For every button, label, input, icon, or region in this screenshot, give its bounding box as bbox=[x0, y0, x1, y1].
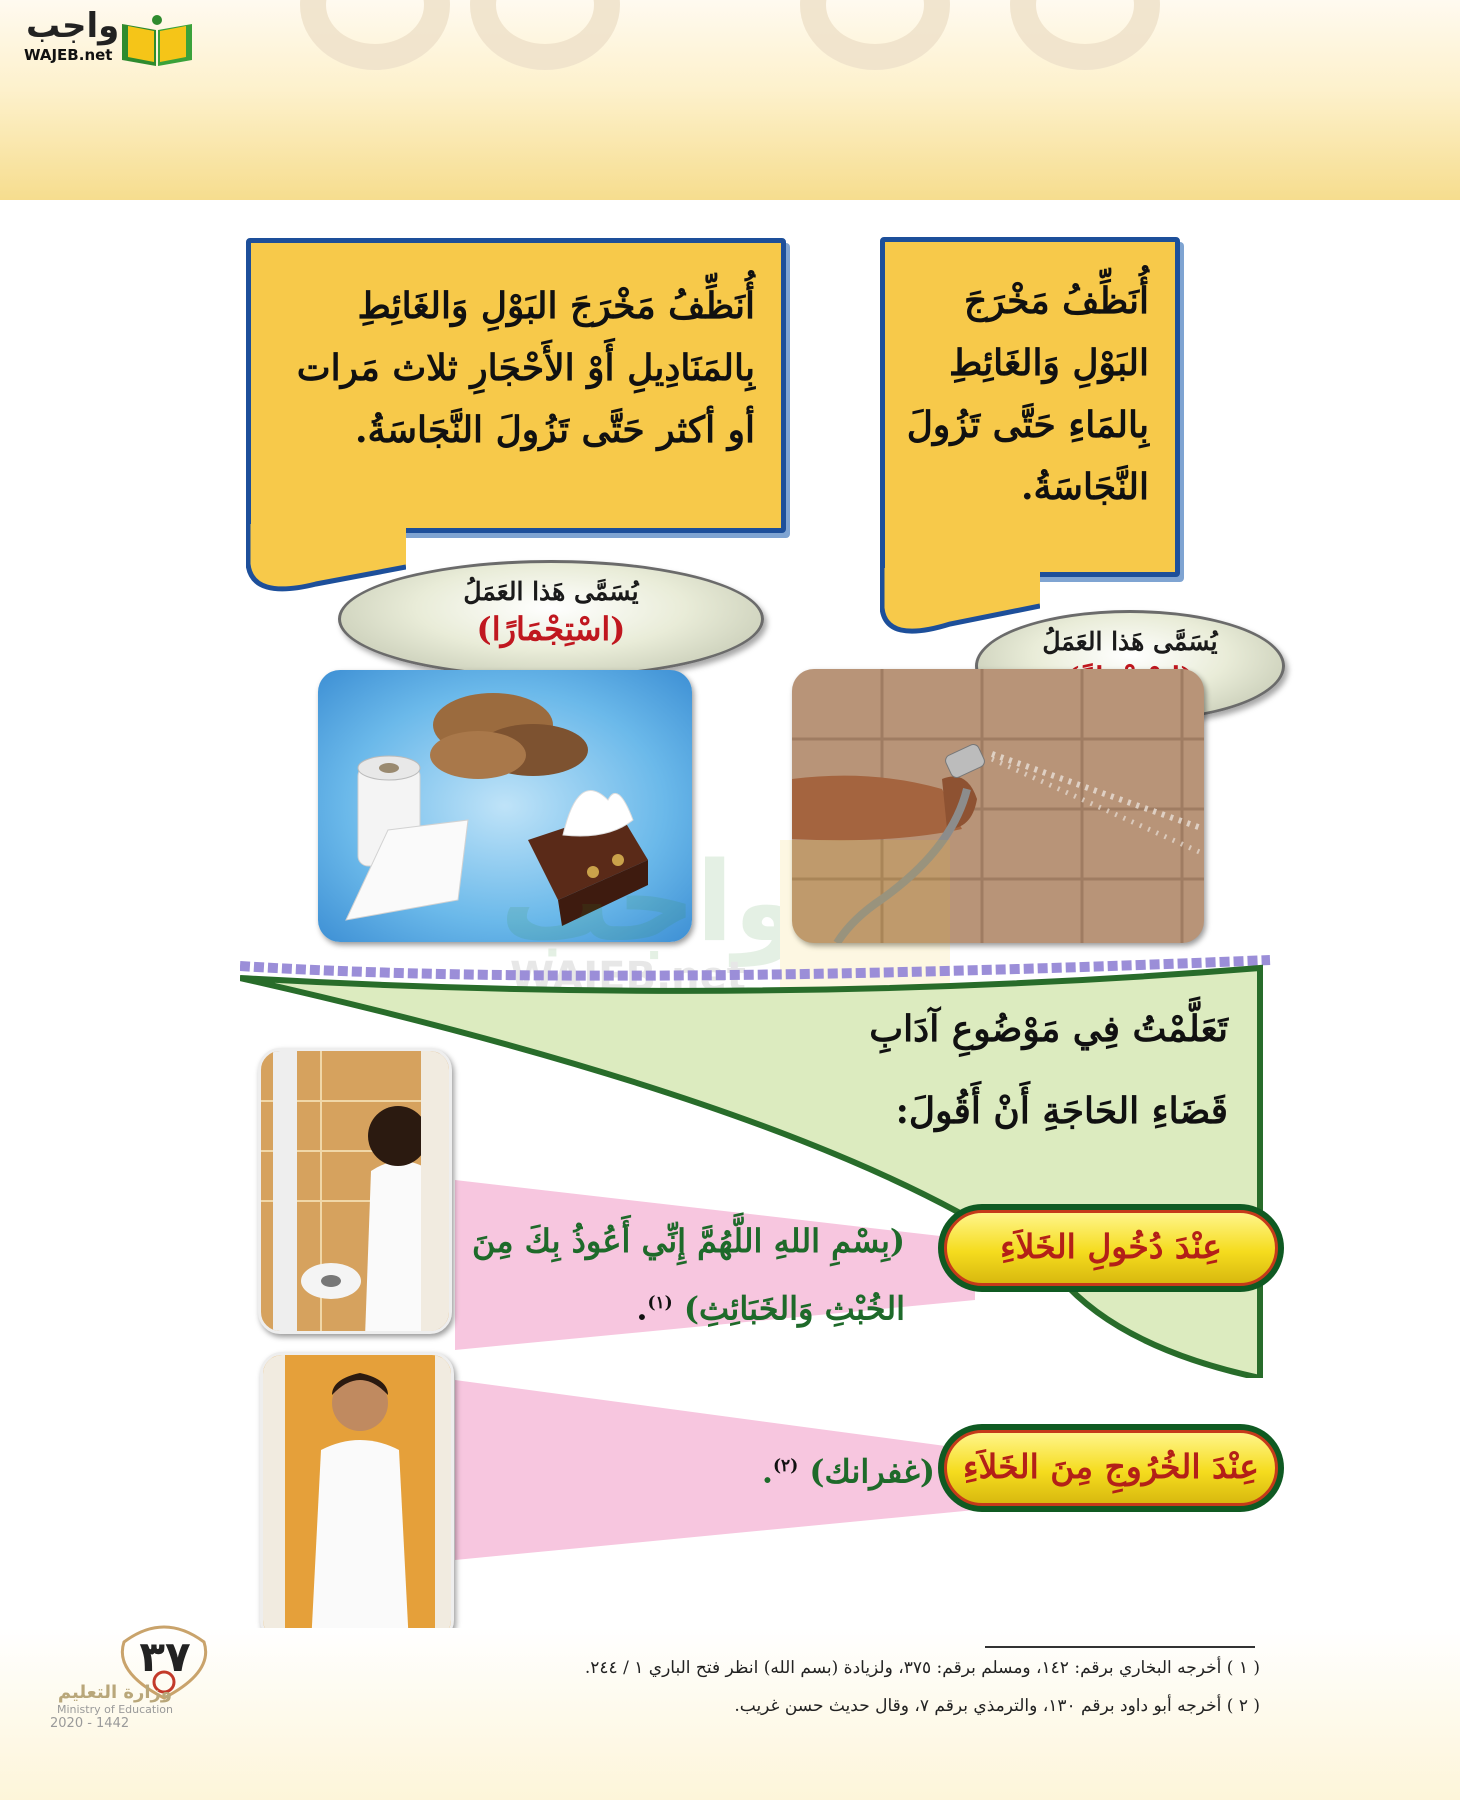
istinja-text: أُنَظِّفُ مَخْرَجَ البَوْلِ وَالغَائِطِ بِالمَاءِ حَتَّى تَزُولَ النَّجَاسَةُ. bbox=[906, 280, 1149, 508]
lesson-line-1: تَعَلَّمْتُ فِي مَوْضُوعِ آدَابِ bbox=[869, 1008, 1228, 1050]
istinja-card bbox=[880, 237, 1180, 577]
entering-label-pill bbox=[938, 1204, 1284, 1292]
istijmar-oval bbox=[338, 560, 764, 678]
boy-entering-photo bbox=[258, 1048, 452, 1334]
tissues-and-stones-photo bbox=[318, 670, 692, 942]
oval-caption: يُسَمَّى هَذا العَمَلُ bbox=[1042, 627, 1218, 656]
ornament-shape bbox=[800, 0, 950, 70]
footnote-divider bbox=[985, 1646, 1255, 1648]
ornament-shape bbox=[300, 0, 450, 70]
footnote-ref-1: (١) bbox=[647, 1293, 673, 1313]
oval-term: (اسْتِجْمَارًا) bbox=[476, 610, 626, 648]
wajeb-logo[interactable] bbox=[10, 6, 190, 68]
logo-text-ar: واجب bbox=[26, 6, 120, 46]
exiting-dua-text: (غفرانك) bbox=[809, 1452, 935, 1491]
boy-exiting-photo bbox=[260, 1352, 454, 1642]
ornament-shape bbox=[470, 0, 620, 70]
istijmar-card bbox=[246, 238, 786, 533]
exiting-label-pill bbox=[938, 1424, 1284, 1512]
svg-text:WAJEB.net: WAJEB.net bbox=[510, 954, 746, 1000]
logo-text-en: WAJEB.net bbox=[24, 46, 113, 64]
footnote-2: ( ٢ ) أخرجه أبو داود برقم ١٣٠، والترمذي برقم ٧، وقال حديث حسن غريب. bbox=[734, 1696, 1260, 1716]
ministry-name-en: Ministry of Education bbox=[56, 1703, 173, 1716]
exiting-label: عِنْدَ الخُرُوجِ مِنَ الخَلاَءِ bbox=[944, 1430, 1278, 1506]
lesson-line-2: قَضَاءِ الحَاجَةِ أَنْ أَقُولَ: bbox=[895, 1090, 1228, 1132]
ministry-logo bbox=[50, 1682, 180, 1731]
istijmar-text: أُنَظِّفُ مَخْرَجَ البَوْلِ وَالغَائِطِ بِالمَنَادِيلِ أَوْ الأَحْجَارِ ثلاث مَرات أو أكثر حَتَّى تَزُولَ النَّجَاسَةُ. bbox=[296, 285, 755, 451]
ministry-name-ar: وزارة التعليم bbox=[57, 1682, 173, 1703]
ornament-shape bbox=[1010, 0, 1160, 70]
entering-dua: (بِسْمِ اللهِ اللَّهُمَّ إِنِّي أَعُوذُ بِكَ مِنَ الخُبْثِ وَالخَبَائِثِ) $^{(١)}$. bbox=[445, 1210, 905, 1340]
footnote-1: ( ١ ) أخرجه البخاري برقم: ١٤٢، ومسلم برقم: ٣٧٥، ولزيادة (بسم الله) انظر فتح الباري ١ / ٢٤٤. bbox=[584, 1658, 1260, 1678]
ministry-year: 2020 - 1442 bbox=[50, 1716, 130, 1731]
page-number: ٣٧ bbox=[139, 1632, 191, 1681]
water-sprayer-photo bbox=[792, 669, 1204, 943]
header-band bbox=[0, 0, 1460, 200]
entering-label: عِنْدَ دُخُولِ الخَلاَءِ bbox=[944, 1210, 1278, 1286]
oval-caption: يُسَمَّى هَذا العَمَلُ bbox=[463, 577, 639, 606]
entering-dua-line-2: الخُبْثِ وَالخَبَائِثِ) bbox=[683, 1289, 905, 1328]
entering-dua-line-1: (بِسْمِ اللهِ اللَّهُمَّ إِنِّي أَعُوذُ بِكَ مِنَ bbox=[471, 1222, 905, 1260]
book-icon bbox=[118, 12, 196, 68]
footnote-ref-2: (٢) bbox=[773, 1456, 799, 1476]
exiting-dua: (غفرانك) $^{(٢)}$. bbox=[761, 1452, 935, 1491]
